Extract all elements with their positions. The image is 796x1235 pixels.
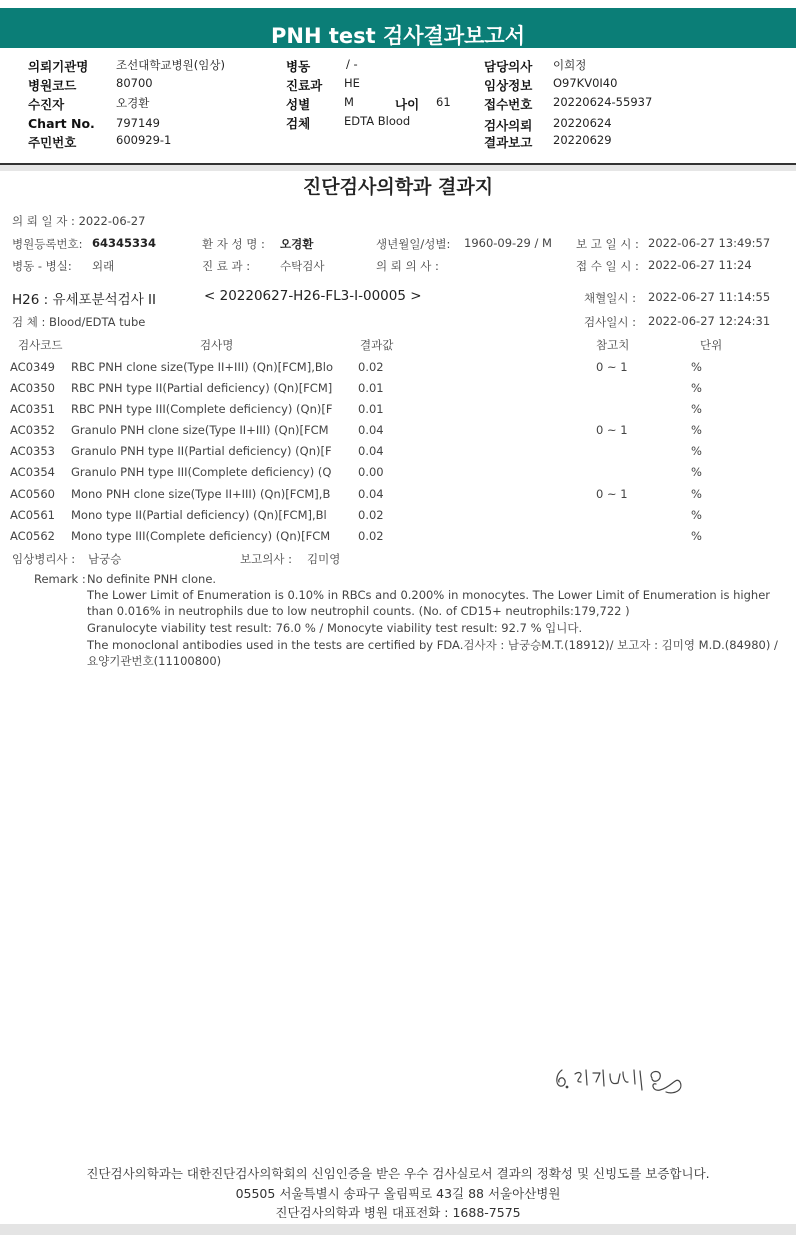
row-result: 0.04 [358, 423, 384, 437]
remark-label: Remark : [34, 572, 86, 586]
row-unit: % [691, 381, 702, 395]
referring-doctor-label: 의 뢰 의 사 : [376, 259, 439, 273]
row-name: RBC PNH type III(Complete deficiency) (Qn)[F [71, 402, 333, 416]
age-label: 나이 [395, 97, 420, 112]
row-result: 0.04 [358, 444, 384, 458]
row-unit: % [691, 529, 702, 543]
col-header-ref: 참고치 [596, 338, 630, 352]
reg-no-value: 64345334 [92, 236, 157, 250]
ward-value: / - [346, 57, 358, 71]
receipt-no-label: 접수번호 [484, 97, 533, 112]
resident-no-label: 주민번호 [28, 135, 77, 150]
row-code: AC0561 [10, 508, 55, 522]
col-header-name: 검사명 [200, 338, 234, 352]
remark-line: The monoclonal antibodies used in the tests are certified by FDA.검사자 : 남궁승M.T.(18912)/ 보고자 : 김미영 M.D.(84980) / [87, 638, 778, 652]
row-unit: % [691, 465, 702, 479]
physician-value: 이희정 [553, 58, 587, 72]
row-name: Mono type II(Partial deficiency) (Qn)[FCM],Bl [71, 508, 327, 522]
row-name: Mono type III(Complete deficiency) (Qn)[FCM [71, 529, 331, 543]
row-unit: % [691, 508, 702, 522]
col-header-code: 검사코드 [18, 338, 63, 352]
hospital-value: 조선대학교병원(임상) [116, 58, 225, 72]
request-date-value: 20220624 [553, 116, 612, 130]
row-unit: % [691, 402, 702, 416]
banner-title: PNH test 검사결과보고서 [271, 24, 525, 48]
row-name: Granulo PNH clone size(Type II+III) (Qn)[FCM [71, 423, 329, 437]
reporting-doctor-label: 보고의사 : [240, 552, 292, 566]
report-title: 진단검사의학과 결과지 [302, 176, 494, 198]
footer-contact: 진단검사의학과 병원 대표전화 : 1688-7575 [275, 1205, 521, 1220]
reporting-doctor-value: 김미영 [307, 552, 341, 566]
hospital-code-value: 80700 [116, 76, 153, 90]
row-name: Granulo PNH type II(Partial deficiency) (Qn)[F [71, 444, 332, 458]
row-result: 0.02 [358, 529, 384, 543]
row-code: AC0349 [10, 360, 55, 374]
request-date: 의 뢰 일 자 : 2022-06-27 [12, 214, 146, 228]
hospital-code-label: 병원코드 [28, 78, 77, 93]
row-name: RBC PNH clone size(Type II+III) (Qn)[FCM],Blo [71, 360, 333, 374]
row-unit: % [691, 360, 702, 374]
ward-label: 병동 [286, 59, 311, 74]
receipt-no-value: 20220624-55937 [553, 95, 653, 109]
result-report-value: 20220629 [553, 133, 612, 147]
sex-label: 성별 [286, 97, 311, 112]
report-time-value: 2022-06-27 13:49:57 [648, 236, 771, 250]
row-ref: 0 ~ 1 [596, 487, 628, 501]
footer-address: 05505 서울특별시 송파구 올림픽로 43길 88 서울아산병원 [235, 1186, 561, 1201]
row-ref: 0 ~ 1 [596, 423, 628, 437]
row-result: 0.02 [358, 508, 384, 522]
header-shadow-band [0, 165, 796, 171]
row-unit: % [691, 487, 702, 501]
row-code: AC0352 [10, 423, 55, 437]
row-result: 0.00 [358, 465, 384, 479]
dob-value: 1960-09-29 / M [464, 236, 552, 250]
row-code: AC0560 [10, 487, 55, 501]
row-result: 0.01 [358, 402, 384, 416]
col-header-result: 결과값 [360, 338, 394, 352]
remark-line: 요양기관번호(11100800) [87, 654, 222, 668]
reg-no-label: 병원등록번호: [12, 237, 83, 251]
row-code: AC0354 [10, 465, 55, 479]
row-ref: 0 ~ 1 [596, 360, 628, 374]
request-date-label: 검사의뢰 [484, 118, 533, 133]
bottom-band [0, 1224, 796, 1235]
result-report-label: 결과보고 [484, 135, 533, 150]
pathologist-label: 임상병리사 : [12, 552, 76, 566]
footer-certification: 진단검사의학과는 대한진단검사의학회의 신임인증을 받은 우수 검사실로서 결과의 정확성 및 신빙도를 보증합니다. [86, 1166, 710, 1181]
clinical-info-label: 임상정보 [484, 78, 533, 93]
age-value: 61 [436, 95, 451, 109]
row-code: AC0562 [10, 529, 55, 543]
report-time-label: 보 고 일 시 : [576, 237, 639, 251]
row-unit: % [691, 423, 702, 437]
exam-name: H26 : 유세포분석검사 II [12, 292, 157, 308]
specimen-info: 검 체 : Blood/EDTA tube [12, 315, 146, 329]
hospital-label: 의뢰기관명 [28, 59, 89, 74]
sex-value: M [344, 95, 354, 109]
remark-line: The Lower Limit of Enumeration is 0.10% in RBCs and 0.200% in monocytes. The Lower Limit of Enumeration is higher [87, 588, 771, 602]
dept-label: 진 료 과 : [202, 259, 251, 273]
physician-label: 담당의사 [484, 59, 533, 74]
ward-room-value: 외래 [92, 259, 115, 273]
report-banner [0, 0, 796, 48]
row-result: 0.04 [358, 487, 384, 501]
row-unit: % [691, 444, 702, 458]
specimen-value: EDTA Blood [344, 114, 411, 128]
department-value: HE [344, 76, 360, 90]
remark-line: No definite PNH clone. [87, 572, 217, 586]
row-code: AC0351 [10, 402, 55, 416]
exam-id: < 20220627-H26-FL3-I-00005 > [204, 288, 422, 304]
row-code: AC0353 [10, 444, 55, 458]
dept-value: 수탁검사 [280, 259, 325, 273]
examinee-label: 수진자 [28, 97, 65, 112]
ward-room-label: 병동 - 병실: [12, 259, 72, 273]
remark-line: than 0.016% in neutrophils due to low neutrophil counts. (No. of CD15+ neutrophils:179,722 ) [87, 604, 630, 618]
row-code: AC0350 [10, 381, 55, 395]
test-time-value: 2022-06-27 12:24:31 [648, 314, 771, 328]
pathologist-value: 남궁승 [88, 552, 122, 566]
receipt-time-value: 2022-06-27 11:24 [648, 258, 752, 272]
collect-time-value: 2022-06-27 11:14:55 [648, 290, 771, 304]
patient-name-label: 환 자 성 명 : [202, 237, 265, 251]
test-time-label: 검사일시 : [584, 315, 636, 329]
row-result: 0.01 [358, 381, 384, 395]
handwritten-signature [548, 1052, 718, 1104]
row-name: Granulo PNH type III(Complete deficiency) (Q [71, 465, 332, 479]
patient-name-value: 오경환 [280, 237, 314, 251]
dob-label: 생년월일/성별: [376, 237, 451, 251]
specimen-label: 검체 [286, 116, 311, 131]
chart-no-label: Chart No. [28, 116, 95, 131]
department-label: 진료과 [286, 78, 323, 93]
collect-time-label: 채혈일시 : [584, 291, 636, 305]
remark-line: Granulocyte viability test result: 76.0 % / Monocyte viability test result: 92.7 % 입니다. [87, 621, 583, 635]
receipt-time-label: 접 수 일 시 : [576, 259, 639, 273]
resident-no-value: 600929-1 [116, 133, 172, 147]
chart-no-value: 797149 [116, 116, 160, 130]
examinee-value: 오경환 [116, 96, 150, 110]
row-name: Mono PNH clone size(Type II+III) (Qn)[FCM],B [71, 487, 331, 501]
row-name: RBC PNH type II(Partial deficiency) (Qn)[FCM] [71, 381, 333, 395]
row-result: 0.02 [358, 360, 384, 374]
col-header-unit: 단위 [700, 338, 723, 352]
clinical-info-value: O97KV0I40 [553, 76, 618, 90]
